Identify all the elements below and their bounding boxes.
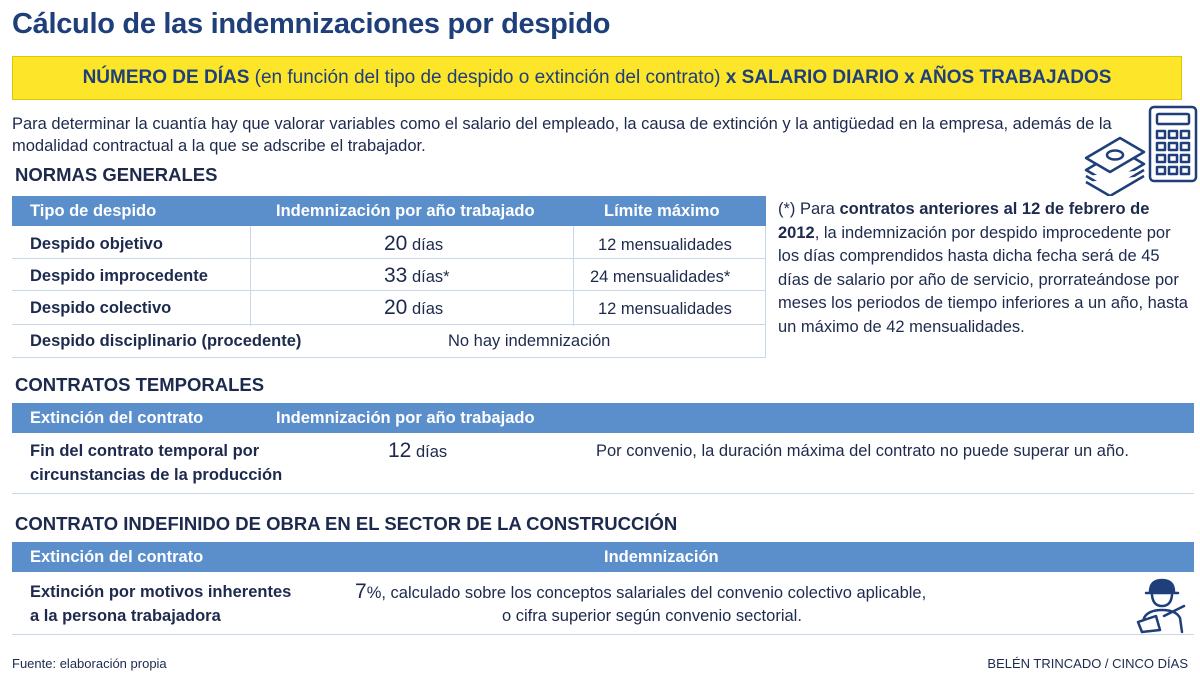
- obra-table-row: [12, 572, 1194, 635]
- normas-table-body: [12, 226, 766, 358]
- row-dias: 20 días: [384, 232, 444, 255]
- row-limite: 24 mensualidades*: [590, 268, 731, 286]
- col-header-indemnizacion: Indemnización por año trabajado: [276, 409, 535, 427]
- table-row: [12, 290, 766, 325]
- row-tipo: Despido colectivo: [30, 299, 172, 317]
- col-header-limite: Límite máximo: [604, 202, 720, 220]
- col-header-extincion: Extinción del contrato: [30, 548, 204, 566]
- row-extincion-line1: Extinción por motivos inherentes: [30, 583, 292, 601]
- table-row: [12, 258, 766, 291]
- row-limite: 12 mensualidades: [598, 300, 732, 318]
- section-normas-heading: NORMAS GENERALES: [15, 164, 218, 185]
- row-dias: 20 días: [384, 296, 444, 319]
- temporales-table-row: [12, 433, 1194, 494]
- section-temporales-heading: CONTRATOS TEMPORALES: [15, 374, 265, 395]
- row-dias: 33 días*: [384, 264, 450, 287]
- worker-icon: [1134, 576, 1190, 634]
- col-header-extincion: Extinción del contrato: [30, 409, 204, 427]
- money-stack-icon: [1082, 126, 1148, 196]
- row-tipo: Despido objetivo: [30, 235, 163, 253]
- col-header-tipo: Tipo de despido: [30, 202, 157, 220]
- formula-part1: NÚMERO DE DÍAS: [82, 67, 250, 88]
- col-header-indemnizacion: Indemnización: [604, 548, 719, 566]
- row-tipo: Despido improcedente: [30, 267, 208, 285]
- row-extincion-line2: circunstancias de la producción: [30, 466, 283, 484]
- row-nota: Por convenio, la duración máxima del contrato no puede superar un año.: [596, 442, 1129, 460]
- table-row: [12, 226, 766, 259]
- row-porcentaje: 7%, calculado sobre los conceptos salariales del convenio colectivo aplicable,: [355, 580, 927, 603]
- section-obra-heading: CONTRATO INDEFINIDO DE OBRA EN EL SECTOR DE LA CONSTRUCCIÓN: [15, 513, 678, 534]
- page-title: Cálculo de las indemnizaciones por despido: [12, 8, 611, 40]
- col-header-indemnizacion: Indemnización por año trabajado: [276, 202, 535, 220]
- intro-text: Para determinar la cuantía hay que valorar variables como el salario del empleado, la causa de extinción y la antigüedad en la empresa, además de la modalidad contractual a la que se adscribe el trabajador.: [12, 115, 1112, 155]
- formula-part3: x SALARIO DIARIO x AÑOS TRABAJADOS: [725, 67, 1112, 88]
- footer-credit: BELÉN TRINCADO / CINCO DÍAS: [987, 656, 1188, 671]
- row-porcentaje-line2: o cifra superior según convenio sectorial.: [502, 607, 802, 625]
- footnote-text: (*) Para contratos anteriores al 12 de febrero de 2012, la indemnización por despido improcedente por los días comprendidos hasta dicha fecha será de 45 días de salario por año de servicio, prorrateándose por meses los periodos de tiempo inferiores a un año, hasta un máximo de 42 mensualidades.: [778, 200, 1188, 336]
- footer-source: Fuente: elaboración propia: [12, 656, 167, 671]
- row-limite: 12 mensualidades: [598, 236, 732, 254]
- row-dias: 12 días: [388, 439, 448, 462]
- row-tipo: Despido disciplinario (procedente): [30, 332, 302, 350]
- row-extincion-line2: a la persona trabajadora: [30, 607, 221, 625]
- row-valor: No hay indemnización: [448, 332, 611, 350]
- formula-banner: [12, 56, 1182, 100]
- obra-table-header: [12, 542, 1194, 572]
- table-row: [12, 324, 766, 358]
- normas-table-header: [12, 196, 766, 226]
- formula-part2: (en función del tipo de despido o extinción del contrato): [249, 67, 726, 88]
- temporales-table-header: [12, 403, 1194, 433]
- row-extincion-line1: Fin del contrato temporal por: [30, 442, 260, 460]
